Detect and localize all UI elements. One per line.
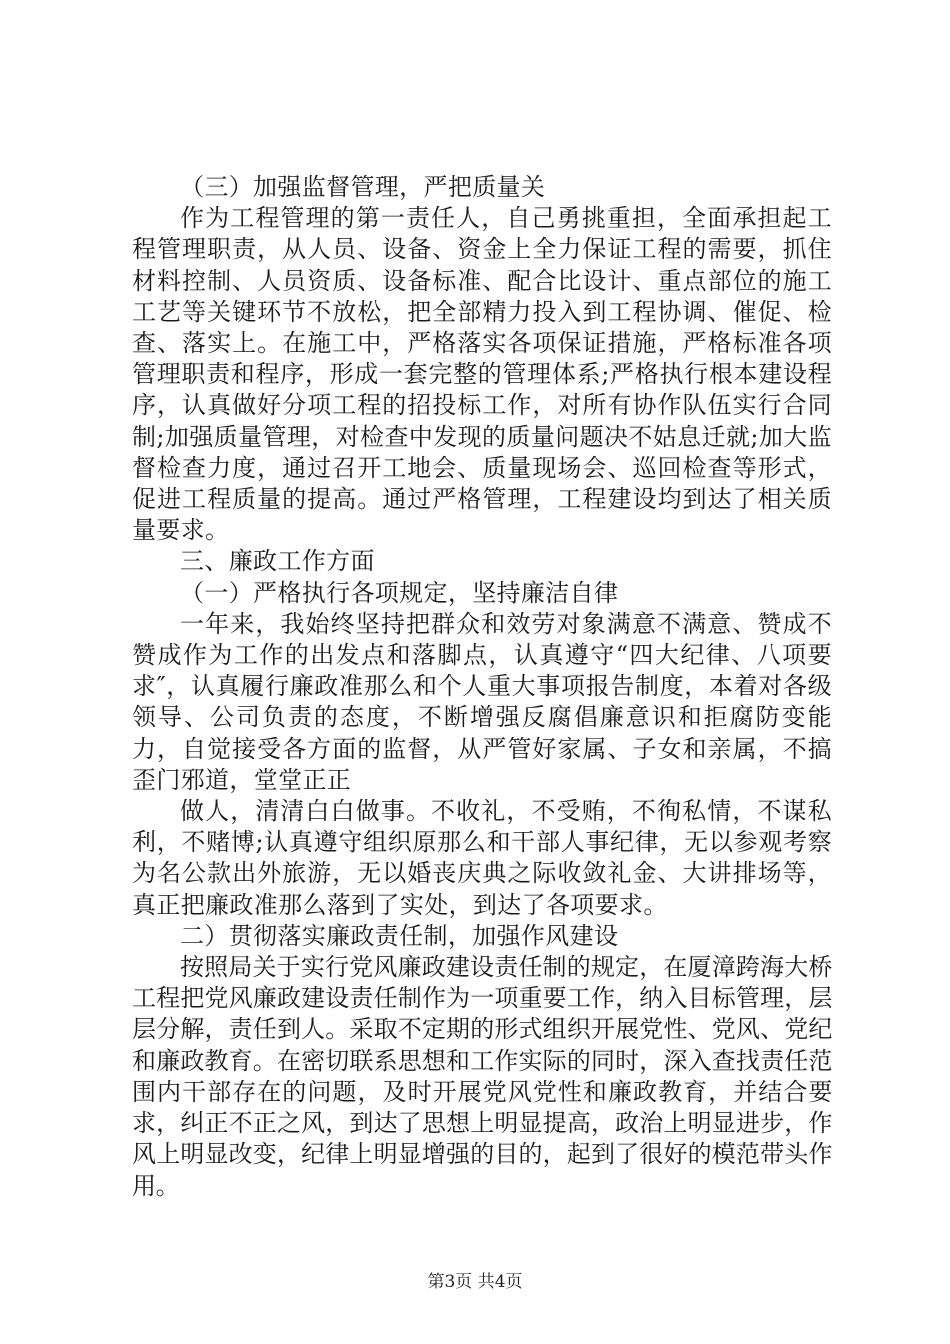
paragraph-responsibility-system: 按照局关于实行党风廉政建设责任制的规定，在厦漳跨海大桥工程把党风廉政建设责任制作为一项重要工作，纳入目标管理，层层分解，责任到人。采取不定期的形式组织开展党性、党风、党纪和廉政教育。在密切联系思想和工作实际的同时，深入查找责任范围内干部存在的问题，及时开展党风党性和廉政教育，并结合要求，纠正不正之风，到达了思想上明显提高，政治上明显进步，作风上明显改变，纪律上明显增强的目的，起到了很好的模范带头作用。 bbox=[132, 953, 832, 1200]
section-heading-supervision: （三）加强监督管理，严把质量关 bbox=[180, 173, 546, 201]
paragraph-self-discipline: 一年来，我始终坚持把群众和效劳对象满意不满意、赞成不赞成作为工作的出发点和落脚点，认真遵守“四大纪律、八项要求″，认真履行廉政准那么和个人重大事项报告制度，本着对各级领导、公司负责的态度，不断增强反腐倡廉意识和拒腐防变能力，自觉接受各方面的监督，从严管好家属、子女和亲属，不搞歪门邪道，堂堂正正 bbox=[132, 609, 832, 794]
body-text bbox=[132, 172, 832, 1202]
section-heading-integrity-work: 三、廉政工作方面 bbox=[180, 547, 375, 576]
section-heading-self-discipline: （一）严格执行各项规定，坚持廉洁自律 bbox=[180, 578, 619, 607]
section-heading-responsibility-system: 二）贯彻落实廉政责任制，加强作风建设 bbox=[180, 921, 619, 950]
paragraph-quality-management: 作为工程管理的第一责任人，自己勇挑重担，全面承担起工程管理职责，从人员、设备、资金上全力保证工程的需要，抓住材料控制、人员资质、设备标准、配合比设计、重点部位的施工工艺等关键环节不放松，把全部精力投入到工程协调、催促、检查、落实上。在施工中，严格落实各项保证措施，严格标准各项管理职责和程序，形成一套完整的管理体系;严格执行根本建设程序，认真做好分项工程的招投标工作，对所有协作队伍实行合同制;加强质量管理，对检查中发现的质量问题决不姑息迁就;加大监督检查力度，通过召开工地会、质量现场会、巡回检查等形式，促进工程质量的提高。通过严格管理，工程建设均到达了相关质量要求。 bbox=[132, 204, 832, 545]
page-number-footer: 第3页 共4页 bbox=[427, 1272, 523, 1292]
paragraph-conduct: 做人，清清白白做事。不收礼，不受贿，不徇私情，不谋私利，不赌博;认真遵守组织原那么和干部人事纪律，无以参观考察为名公款出外旅游，无以婚丧庆典之际收敛礼金、大讲排场等，真正把廉政准那么落到了实处，到达了各项要求。 bbox=[132, 797, 832, 919]
